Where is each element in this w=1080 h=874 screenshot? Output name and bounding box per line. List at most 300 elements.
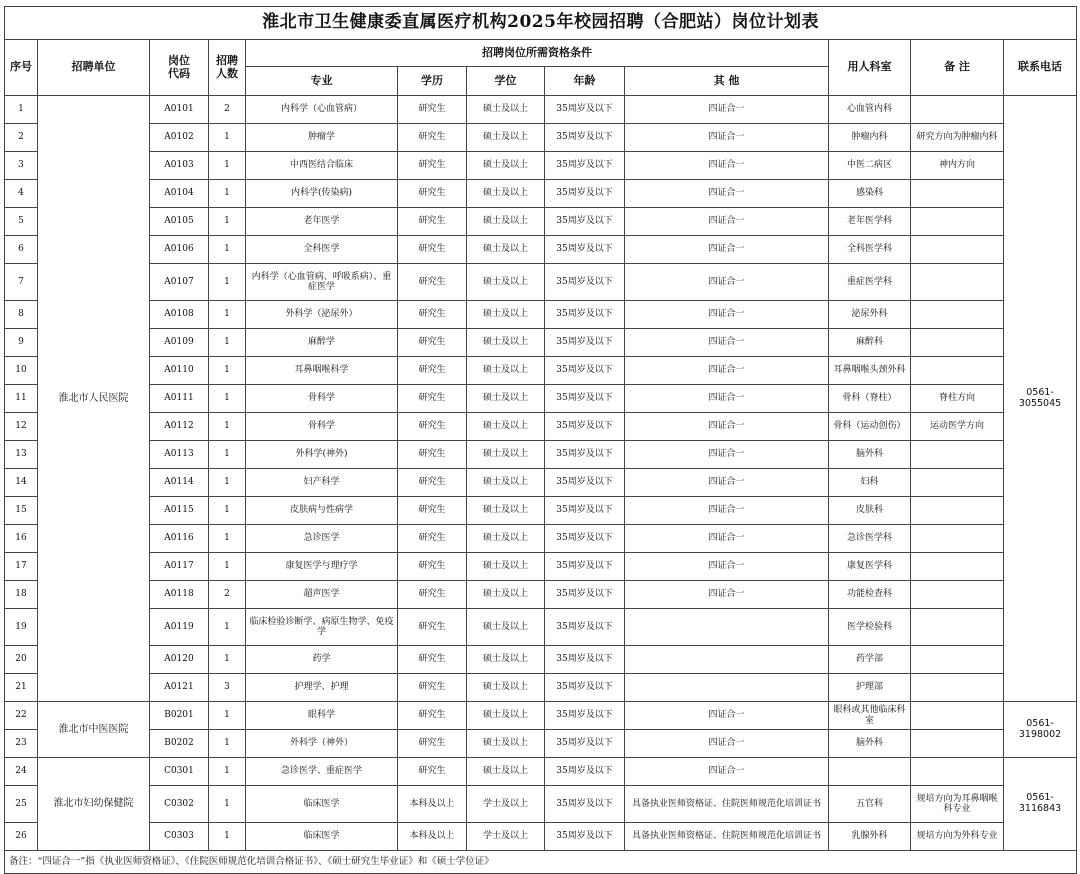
cell-age-limit: 35周岁及以下	[545, 180, 625, 208]
cell-degree: 学士及以上	[467, 823, 545, 851]
cell-row-index: 4	[5, 180, 38, 208]
cell-age-limit: 35周岁及以下	[545, 525, 625, 553]
cell-hire-count: 1	[209, 264, 246, 301]
cell-position-code: A0115	[150, 497, 209, 525]
table-row	[5, 441, 1077, 469]
cell-major: 内科学(传染病)	[246, 180, 398, 208]
cell-education: 研究生	[398, 525, 467, 553]
cell-education: 研究生	[398, 702, 467, 730]
recruiting-unit: 淮北市人民医院	[38, 96, 150, 702]
cell-row-index: 18	[5, 581, 38, 609]
cell-remark: 规培方向为耳鼻咽喉科专业	[911, 786, 1004, 823]
cell-row-index: 6	[5, 236, 38, 264]
cell-major: 护理学、护理	[246, 674, 398, 702]
table-row	[5, 609, 1077, 646]
cell-department: 乳腺外科	[829, 823, 911, 851]
cell-age-limit: 35周岁及以下	[545, 469, 625, 497]
cell-major: 急诊医学、重症医学	[246, 758, 398, 786]
cell-row-index: 2	[5, 124, 38, 152]
cell-other-requirements: 具备执业医师资格证、住院医师规范化培训证书	[625, 786, 829, 823]
cell-other-requirements	[625, 646, 829, 674]
cell-age-limit: 35周岁及以下	[545, 786, 625, 823]
table-row	[5, 823, 1077, 851]
cell-degree: 硕士及以上	[467, 525, 545, 553]
cell-row-index: 11	[5, 385, 38, 413]
cell-other-requirements: 四证合一	[625, 152, 829, 180]
cell-age-limit: 35周岁及以下	[545, 413, 625, 441]
cell-hire-count: 1	[209, 730, 246, 758]
cell-major: 全科医学	[246, 236, 398, 264]
table-row	[5, 497, 1077, 525]
cell-degree: 硕士及以上	[467, 758, 545, 786]
contact-phone: 0561-3116843	[1004, 758, 1077, 851]
cell-degree: 硕士及以上	[467, 385, 545, 413]
cell-department: 妇科	[829, 469, 911, 497]
cell-other-requirements: 四证合一	[625, 96, 829, 124]
cell-major: 皮肤病与性病学	[246, 497, 398, 525]
cell-position-code: A0113	[150, 441, 209, 469]
cell-education: 研究生	[398, 124, 467, 152]
cell-hire-count: 1	[209, 413, 246, 441]
table-row	[5, 758, 1077, 786]
cell-position-code: B0202	[150, 730, 209, 758]
cell-department: 急诊医学科	[829, 525, 911, 553]
cell-row-index: 14	[5, 469, 38, 497]
cell-major: 骨科学	[246, 413, 398, 441]
cell-row-index: 24	[5, 758, 38, 786]
cell-remark: 脊柱方向	[911, 385, 1004, 413]
cell-row-index: 26	[5, 823, 38, 851]
cell-education: 研究生	[398, 646, 467, 674]
cell-hire-count: 1	[209, 497, 246, 525]
cell-position-code: A0102	[150, 124, 209, 152]
table-row	[5, 329, 1077, 357]
cell-education: 研究生	[398, 385, 467, 413]
table-row	[5, 385, 1077, 413]
cell-remark	[911, 236, 1004, 264]
cell-major: 肿瘤学	[246, 124, 398, 152]
cell-hire-count: 1	[209, 525, 246, 553]
cell-department: 肿瘤内科	[829, 124, 911, 152]
cell-major: 眼科学	[246, 702, 398, 730]
cell-other-requirements: 四证合一	[625, 180, 829, 208]
cell-degree: 硕士及以上	[467, 152, 545, 180]
cell-department: 眼科或其他临床科室	[829, 702, 911, 730]
cell-age-limit: 35周岁及以下	[545, 264, 625, 301]
cell-department: 感染科	[829, 180, 911, 208]
cell-hire-count: 1	[209, 553, 246, 581]
table-row	[5, 674, 1077, 702]
cell-hire-count: 2	[209, 581, 246, 609]
table-row	[5, 525, 1077, 553]
cell-age-limit: 35周岁及以下	[545, 96, 625, 124]
table-row	[5, 469, 1077, 497]
cell-age-limit: 35周岁及以下	[545, 581, 625, 609]
cell-other-requirements: 四证合一	[625, 385, 829, 413]
cell-position-code: A0114	[150, 469, 209, 497]
header-other: 其 他	[625, 67, 829, 96]
cell-degree: 硕士及以上	[467, 236, 545, 264]
cell-row-index: 17	[5, 553, 38, 581]
cell-position-code: A0117	[150, 553, 209, 581]
page-title: 淮北市卫生健康委直属医疗机构2025年校园招聘（合肥站）岗位计划表	[5, 7, 1077, 40]
cell-education: 研究生	[398, 730, 467, 758]
cell-education: 研究生	[398, 497, 467, 525]
cell-hire-count: 1	[209, 469, 246, 497]
cell-other-requirements	[625, 609, 829, 646]
cell-remark: 研究方向为肿瘤内科	[911, 124, 1004, 152]
cell-remark: 神内方向	[911, 152, 1004, 180]
cell-age-limit: 35周岁及以下	[545, 329, 625, 357]
cell-age-limit: 35周岁及以下	[545, 823, 625, 851]
cell-position-code: C0303	[150, 823, 209, 851]
cell-remark	[911, 469, 1004, 497]
cell-hire-count: 1	[209, 702, 246, 730]
header-age: 年龄	[545, 67, 625, 96]
table-row	[5, 730, 1077, 758]
cell-hire-count: 1	[209, 823, 246, 851]
cell-education: 本科及以上	[398, 823, 467, 851]
cell-position-code: C0301	[150, 758, 209, 786]
cell-remark	[911, 180, 1004, 208]
cell-row-index: 15	[5, 497, 38, 525]
cell-remark	[911, 208, 1004, 236]
cell-position-code: A0119	[150, 609, 209, 646]
cell-remark	[911, 441, 1004, 469]
cell-degree: 硕士及以上	[467, 208, 545, 236]
cell-major: 中西医结合临床	[246, 152, 398, 180]
cell-age-limit: 35周岁及以下	[545, 497, 625, 525]
cell-degree: 硕士及以上	[467, 329, 545, 357]
contact-phone: 0561-3198002	[1004, 702, 1077, 758]
cell-education: 研究生	[398, 441, 467, 469]
cell-degree: 硕士及以上	[467, 469, 545, 497]
cell-education: 研究生	[398, 96, 467, 124]
cell-education: 研究生	[398, 301, 467, 329]
table-row	[5, 264, 1077, 301]
cell-age-limit: 35周岁及以下	[545, 646, 625, 674]
cell-hire-count: 1	[209, 609, 246, 646]
cell-other-requirements: 四证合一	[625, 581, 829, 609]
cell-degree: 硕士及以上	[467, 646, 545, 674]
cell-row-index: 12	[5, 413, 38, 441]
cell-degree: 硕士及以上	[467, 497, 545, 525]
cell-position-code: A0112	[150, 413, 209, 441]
header-degree: 学位	[467, 67, 545, 96]
cell-age-limit: 35周岁及以下	[545, 674, 625, 702]
cell-remark	[911, 609, 1004, 646]
cell-other-requirements: 四证合一	[625, 236, 829, 264]
cell-row-index: 8	[5, 301, 38, 329]
cell-other-requirements: 四证合一	[625, 553, 829, 581]
header-remark: 备 注	[911, 40, 1004, 96]
cell-remark	[911, 674, 1004, 702]
cell-position-code: B0201	[150, 702, 209, 730]
cell-position-code: A0118	[150, 581, 209, 609]
cell-remark	[911, 96, 1004, 124]
cell-department: 护理部	[829, 674, 911, 702]
cell-degree: 硕士及以上	[467, 702, 545, 730]
cell-major: 急诊医学	[246, 525, 398, 553]
cell-age-limit: 35周岁及以下	[545, 301, 625, 329]
table-row	[5, 357, 1077, 385]
cell-age-limit: 35周岁及以下	[545, 208, 625, 236]
cell-row-index: 16	[5, 525, 38, 553]
cell-department: 骨科（脊柱）	[829, 385, 911, 413]
cell-age-limit: 35周岁及以下	[545, 385, 625, 413]
header-education: 学历	[398, 67, 467, 96]
cell-row-index: 23	[5, 730, 38, 758]
cell-education: 研究生	[398, 469, 467, 497]
cell-education: 研究生	[398, 758, 467, 786]
cell-row-index: 5	[5, 208, 38, 236]
cell-education: 研究生	[398, 208, 467, 236]
cell-remark	[911, 497, 1004, 525]
table-row	[5, 702, 1077, 730]
header-phone: 联系电话	[1004, 40, 1077, 96]
cell-age-limit: 35周岁及以下	[545, 553, 625, 581]
cell-education: 研究生	[398, 357, 467, 385]
cell-position-code: A0108	[150, 301, 209, 329]
cell-other-requirements: 四证合一	[625, 413, 829, 441]
cell-department: 功能检查科	[829, 581, 911, 609]
cell-position-code: A0109	[150, 329, 209, 357]
cell-major: 耳鼻咽喉科学	[246, 357, 398, 385]
cell-row-index: 22	[5, 702, 38, 730]
cell-row-index: 9	[5, 329, 38, 357]
cell-degree: 硕士及以上	[467, 581, 545, 609]
cell-age-limit: 35周岁及以下	[545, 441, 625, 469]
cell-degree: 硕士及以上	[467, 180, 545, 208]
cell-department: 五官科	[829, 786, 911, 823]
cell-row-index: 1	[5, 96, 38, 124]
cell-other-requirements: 四证合一	[625, 469, 829, 497]
cell-hire-count: 1	[209, 385, 246, 413]
cell-remark	[911, 329, 1004, 357]
cell-major: 临床医学	[246, 823, 398, 851]
footnote: 备注：“四证合一”指《执业医师资格证》、《住院医师规范化培训合格证书》、《硕士研究生毕业证》和《硕士学位证》	[5, 851, 1077, 874]
cell-other-requirements: 四证合一	[625, 525, 829, 553]
cell-remark	[911, 702, 1004, 730]
cell-major: 内科学（心血管病）	[246, 96, 398, 124]
cell-degree: 学士及以上	[467, 786, 545, 823]
cell-major: 康复医学与理疗学	[246, 553, 398, 581]
cell-major: 麻醉学	[246, 329, 398, 357]
header-code	[150, 40, 209, 96]
table-body	[5, 96, 1077, 851]
table-row	[5, 152, 1077, 180]
recruiting-unit: 淮北市中医医院	[38, 702, 150, 758]
cell-education: 研究生	[398, 609, 467, 646]
cell-department: 老年医学科	[829, 208, 911, 236]
table-row	[5, 96, 1077, 124]
cell-position-code: A0101	[150, 96, 209, 124]
header-count-text: 招聘 人数	[216, 53, 238, 80]
cell-education: 研究生	[398, 329, 467, 357]
cell-position-code: A0120	[150, 646, 209, 674]
table-row	[5, 208, 1077, 236]
cell-major: 临床检验诊断学、病原生物学、免疫学	[246, 609, 398, 646]
cell-education: 研究生	[398, 674, 467, 702]
cell-department: 骨科（运动创伤）	[829, 413, 911, 441]
cell-remark	[911, 525, 1004, 553]
cell-remark: 运动医学方向	[911, 413, 1004, 441]
cell-position-code: A0116	[150, 525, 209, 553]
cell-position-code: A0111	[150, 385, 209, 413]
cell-age-limit: 35周岁及以下	[545, 357, 625, 385]
cell-hire-count: 2	[209, 96, 246, 124]
cell-age-limit: 35周岁及以下	[545, 236, 625, 264]
cell-hire-count: 1	[209, 786, 246, 823]
table-row	[5, 646, 1077, 674]
cell-education: 研究生	[398, 236, 467, 264]
cell-position-code: A0103	[150, 152, 209, 180]
table-row	[5, 124, 1077, 152]
cell-remark	[911, 581, 1004, 609]
cell-department: 全科医学科	[829, 236, 911, 264]
cell-department: 脑外科	[829, 441, 911, 469]
cell-education: 研究生	[398, 581, 467, 609]
cell-major: 药学	[246, 646, 398, 674]
table-row	[5, 413, 1077, 441]
cell-education: 研究生	[398, 264, 467, 301]
cell-education: 本科及以上	[398, 786, 467, 823]
cell-other-requirements	[625, 674, 829, 702]
cell-hire-count: 1	[209, 236, 246, 264]
table-row	[5, 553, 1077, 581]
cell-degree: 硕士及以上	[467, 357, 545, 385]
recruitment-table	[4, 6, 1077, 874]
cell-row-index: 10	[5, 357, 38, 385]
cell-degree: 硕士及以上	[467, 609, 545, 646]
cell-hire-count: 1	[209, 646, 246, 674]
cell-hire-count: 1	[209, 329, 246, 357]
cell-remark	[911, 357, 1004, 385]
cell-department: 医学检验科	[829, 609, 911, 646]
cell-hire-count: 1	[209, 357, 246, 385]
cell-department: 重症医学科	[829, 264, 911, 301]
header-unit: 招聘单位	[38, 40, 150, 96]
cell-position-code: A0121	[150, 674, 209, 702]
cell-other-requirements: 四证合一	[625, 329, 829, 357]
cell-other-requirements: 具备执业医师资格证、住院医师规范化培训证书	[625, 823, 829, 851]
cell-age-limit: 35周岁及以下	[545, 758, 625, 786]
cell-age-limit: 35周岁及以下	[545, 730, 625, 758]
cell-hire-count: 1	[209, 208, 246, 236]
cell-hire-count: 1	[209, 180, 246, 208]
cell-remark	[911, 730, 1004, 758]
cell-major: 超声医学	[246, 581, 398, 609]
cell-department: 康复医学科	[829, 553, 911, 581]
cell-other-requirements: 四证合一	[625, 730, 829, 758]
cell-position-code: A0105	[150, 208, 209, 236]
cell-department: 麻醉科	[829, 329, 911, 357]
cell-major: 外科学(神外)	[246, 441, 398, 469]
table-row	[5, 180, 1077, 208]
cell-other-requirements: 四证合一	[625, 702, 829, 730]
cell-position-code: A0106	[150, 236, 209, 264]
cell-other-requirements: 四证合一	[625, 441, 829, 469]
cell-age-limit: 35周岁及以下	[545, 124, 625, 152]
cell-position-code: A0110	[150, 357, 209, 385]
cell-row-index: 20	[5, 646, 38, 674]
recruiting-unit: 淮北市妇幼保健院	[38, 758, 150, 851]
cell-major: 外科学（泌尿外）	[246, 301, 398, 329]
table-row	[5, 581, 1077, 609]
cell-position-code: A0107	[150, 264, 209, 301]
cell-degree: 硕士及以上	[467, 674, 545, 702]
header-count	[209, 40, 246, 96]
cell-remark	[911, 301, 1004, 329]
cell-row-index: 7	[5, 264, 38, 301]
cell-education: 研究生	[398, 413, 467, 441]
cell-remark	[911, 646, 1004, 674]
cell-other-requirements: 四证合一	[625, 124, 829, 152]
cell-department: 皮肤科	[829, 497, 911, 525]
cell-department	[829, 758, 911, 786]
cell-hire-count: 1	[209, 152, 246, 180]
table-row	[5, 301, 1077, 329]
header-code-text: 岗位 代码	[168, 53, 190, 80]
cell-major: 临床医学	[246, 786, 398, 823]
cell-major: 内科学（心血管病、呼吸系病）、重症医学	[246, 264, 398, 301]
header-index: 序号	[5, 40, 38, 96]
cell-other-requirements: 四证合一	[625, 301, 829, 329]
cell-other-requirements: 四证合一	[625, 357, 829, 385]
cell-hire-count: 1	[209, 758, 246, 786]
contact-phone: 0561-3055045	[1004, 96, 1077, 702]
cell-degree: 硕士及以上	[467, 730, 545, 758]
cell-age-limit: 35周岁及以下	[545, 702, 625, 730]
cell-other-requirements: 四证合一	[625, 758, 829, 786]
cell-education: 研究生	[398, 180, 467, 208]
cell-remark: 规培方向为外科专业	[911, 823, 1004, 851]
cell-department: 泌尿外科	[829, 301, 911, 329]
table-row	[5, 786, 1077, 823]
cell-department: 中医二病区	[829, 152, 911, 180]
cell-remark	[911, 758, 1004, 786]
cell-major: 骨科学	[246, 385, 398, 413]
cell-row-index: 3	[5, 152, 38, 180]
table-row	[5, 236, 1077, 264]
cell-department: 药学部	[829, 646, 911, 674]
cell-education: 研究生	[398, 152, 467, 180]
cell-degree: 硕士及以上	[467, 301, 545, 329]
cell-other-requirements: 四证合一	[625, 497, 829, 525]
cell-hire-count: 3	[209, 674, 246, 702]
cell-degree: 硕士及以上	[467, 96, 545, 124]
cell-other-requirements: 四证合一	[625, 264, 829, 301]
cell-row-index: 13	[5, 441, 38, 469]
cell-age-limit: 35周岁及以下	[545, 152, 625, 180]
cell-other-requirements: 四证合一	[625, 208, 829, 236]
cell-department: 心血管内科	[829, 96, 911, 124]
cell-degree: 硕士及以上	[467, 264, 545, 301]
cell-degree: 硕士及以上	[467, 413, 545, 441]
cell-position-code: A0104	[150, 180, 209, 208]
cell-department: 脑外科	[829, 730, 911, 758]
cell-major: 老年医学	[246, 208, 398, 236]
cell-hire-count: 1	[209, 441, 246, 469]
cell-remark	[911, 553, 1004, 581]
cell-department: 耳鼻咽喉头颈外科	[829, 357, 911, 385]
cell-major: 妇产科学	[246, 469, 398, 497]
cell-degree: 硕士及以上	[467, 441, 545, 469]
header-dept: 用人科室	[829, 40, 911, 96]
cell-remark	[911, 264, 1004, 301]
cell-age-limit: 35周岁及以下	[545, 609, 625, 646]
cell-education: 研究生	[398, 553, 467, 581]
